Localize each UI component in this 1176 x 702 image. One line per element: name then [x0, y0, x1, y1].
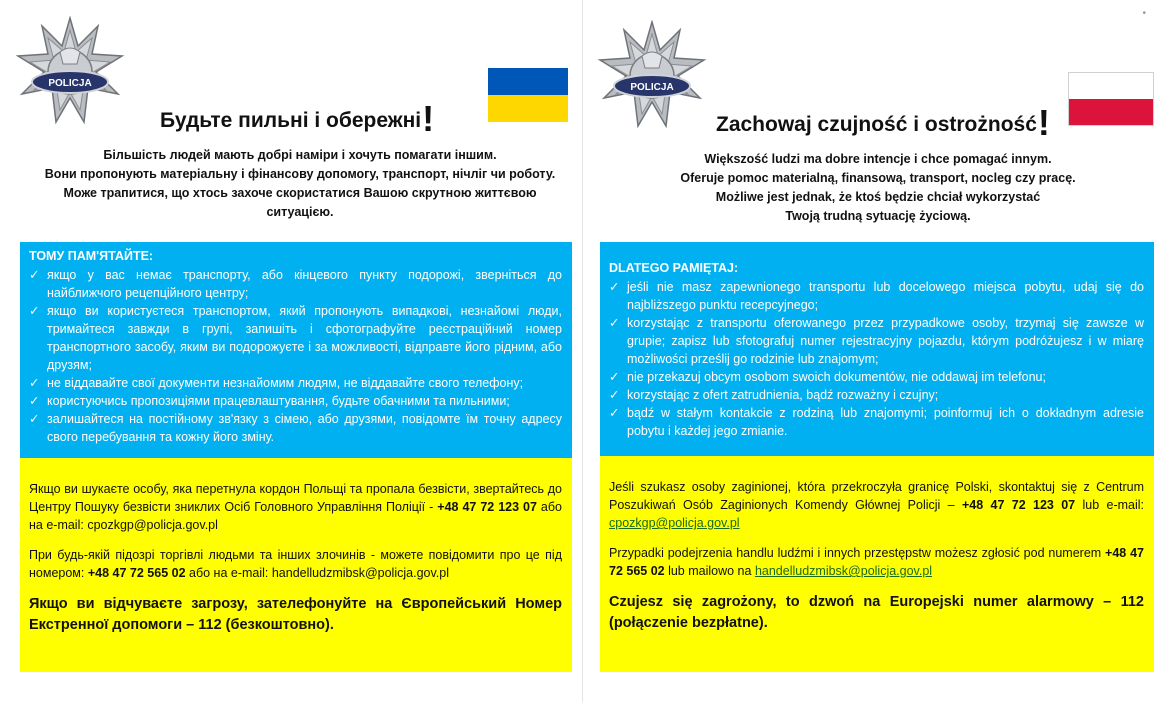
- intro-line: Більшість людей мають добрі наміри і хочуть помагати іншим.: [103, 148, 497, 162]
- search-phone[interactable]: +48 47 72 123 07: [961, 498, 1076, 512]
- intro-line: Twoją trudną sytuację życiową.: [785, 209, 971, 223]
- list-item-text: залишайтеся на постійному зв'язку з сімею, або друзями, повідомте їм точну адресу свого перебування та кожну його зміну.: [47, 412, 562, 444]
- intro-line: Większość ludzi ma dobre intencje i chce pomagać innym.: [704, 152, 1052, 166]
- check-icon: ✓: [29, 376, 40, 390]
- list-item-text: nie przekazuj obcym osobom swoich dokumentów, nie oddawaj im telefonu;: [627, 370, 1046, 384]
- check-icon: ✓: [609, 280, 620, 294]
- intro-text: [628, 150, 1128, 226]
- list-item-text: jeśli nie masz zapewnionego transportu lub docelowego miejsca pobytu, udaj się do najbliższego punktu recepcyjnego;: [627, 280, 1144, 312]
- check-icon: ✓: [609, 406, 620, 420]
- column-divider: [582, 0, 583, 702]
- search-email-link[interactable]: cpozkgp@policja.gov.pl: [609, 516, 740, 530]
- traffic-email[interactable]: handelludzmibsk@policja.gov.pl: [271, 566, 449, 580]
- flag-stripe-blue: [488, 68, 568, 95]
- check-icon: ✓: [29, 304, 40, 318]
- police-star-icon: [14, 16, 126, 126]
- traffic-paragraph: [609, 544, 1144, 580]
- intro-line: Вони пропонують матеріальну і фінансову допомогу, транспорт, нічліг чи роботу.: [44, 167, 556, 181]
- contact-panel: [600, 456, 1154, 672]
- check-icon: ✓: [609, 388, 620, 402]
- contact-panel: [20, 458, 572, 672]
- check-icon: ✓: [29, 412, 40, 426]
- list-item: [609, 404, 1144, 440]
- check-icon: ✓: [29, 394, 40, 408]
- poland-flag: [1068, 72, 1154, 126]
- search-text: Якщо ви шукаєте особу, яка перетнула кордон Польщі та пропала безвісти, звертайтесь до Центру Пошуку безвісти зниклих Осіб Головного Управління Поліції -: [29, 482, 562, 514]
- title-exclamation: !: [422, 98, 435, 139]
- list-item: [29, 266, 562, 302]
- logo-text: POLICJA: [630, 82, 674, 93]
- page-title: [716, 98, 1050, 143]
- logo-text: POLICJA: [48, 78, 92, 89]
- list-item: [609, 278, 1144, 314]
- traffic-text: При будь-якій підозрі торгівлі людьми та інших злочинів - можете повідомити про це під номером:: [29, 548, 562, 580]
- ukrainian-column: [0, 0, 580, 702]
- search-phone[interactable]: +48 47 72 123 07: [437, 500, 537, 514]
- check-icon: ✓: [609, 316, 620, 330]
- police-logo: [596, 20, 708, 130]
- traffic-paragraph: [29, 546, 562, 582]
- list-item: [29, 302, 562, 374]
- search-paragraph: [29, 480, 562, 534]
- flag-stripe-yellow: [488, 95, 568, 122]
- check-icon: ✓: [609, 370, 620, 384]
- traffic-phone[interactable]: +48 47 72 565 02: [609, 546, 1144, 578]
- search-text: Jeśli szukasz osoby zaginionej, która przekroczyła granicę Polski, skontaktuj się z Centrum Poszukiwań Osób Zaginionych Komendy Głównej Policji –: [609, 480, 1144, 512]
- traffic-text: Przypadki podejrzenia handlu ludźmi i innych przestępstw możesz zgłosić pod numerem: [609, 546, 1106, 560]
- list-item-text: якщо ви користуєтеся транспортом, який пропонують випадкові, незнайомі люди, тримайтеся завжди в групі, запишіть і сфотографуйте реєстраційний номер транспортного засобу, яким ви подорожуєте і за можливості, відправте його рідним, або друзям;: [47, 304, 562, 372]
- list-item-text: korzystając z transportu oferowanego przez przypadkowe osoby, trzymaj się zawsze w grupie; zapisz lub sfotografuj numer rejestracyjny pojazdu, którym podróżujesz i w miarę możliwości prześlij go rodzinie lub znajomym;: [627, 316, 1144, 366]
- advice-list: [609, 278, 1144, 440]
- list-item: [29, 410, 562, 446]
- search-email[interactable]: cpozkgp@policja.gov.pl: [87, 518, 218, 532]
- remember-heading: DLATEGO PAMIĘTAJ:: [609, 261, 739, 275]
- decorative-mark: •: [1142, 8, 1146, 19]
- intro-line: Може трапитися, що хтось захоче скористатися Вашою скрутною життєвою: [63, 186, 537, 200]
- traffic-mid: lub mailowo na: [664, 564, 755, 578]
- title-text: Zachowaj czujność i ostrożność: [716, 113, 1037, 136]
- emergency-notice: Якщо ви відчуваєте загрозу, зателефонуйте на Європейський Номер Екстренної допомоги – 112 (безкоштовно).: [29, 596, 562, 633]
- list-item-text: не віддавайте свої документи незнайомим людям, не віддавайте свого телефону;: [47, 376, 524, 390]
- check-icon: ✓: [29, 268, 40, 282]
- list-item-text: bądź w stałym kontakcie z rodziną lub znajomymi; poinformuj ich o dokładnym adresie pobytu i każdej jego zmianie.: [627, 406, 1144, 438]
- title-exclamation: !: [1037, 102, 1050, 143]
- police-logo: [14, 16, 126, 126]
- search-mid: lub e-mail:: [1075, 498, 1145, 512]
- page-title: [160, 94, 435, 139]
- emergency-notice: Czujesz się zagrożony, to dzwoń na Europejski numer alarmowy – 112 (połączenie bezpłatne).: [609, 594, 1144, 631]
- list-item: [29, 392, 562, 410]
- traffic-email-link[interactable]: handelludzmibsk@policja.gov.pl: [754, 564, 933, 578]
- remember-heading: ТОМУ ПАМ'ЯТАЙТЕ:: [29, 249, 154, 263]
- intro-text: [40, 146, 560, 222]
- list-item: [609, 314, 1144, 368]
- search-mid: або на e-mail:: [29, 500, 562, 532]
- title-text: Будьте пильні і обережні: [160, 109, 422, 132]
- list-item-text: користуючись пропозиціями працевлаштування, будьте обачними та пильними;: [47, 394, 510, 408]
- police-star-icon: [596, 20, 708, 130]
- remember-panel: [600, 242, 1154, 456]
- list-item: [609, 368, 1144, 386]
- intro-line: Możliwe jest jednak, że ktoś będzie chciał wykorzystać: [715, 190, 1041, 204]
- list-item: [609, 386, 1144, 404]
- flag-stripe-red: [1069, 99, 1153, 125]
- list-item-text: якщо у вас немає транспорту, або кінцевого пункту подорожі, зверніться до найближчого рецепційного центру;: [47, 268, 562, 300]
- flag-stripe-white: [1069, 73, 1153, 99]
- search-paragraph: [609, 478, 1144, 532]
- traffic-phone[interactable]: +48 47 72 565 02: [87, 566, 186, 580]
- advice-list: [29, 266, 562, 446]
- list-item-text: korzystając z ofert zatrudnienia, bądź rozważny i czujny;: [627, 388, 939, 402]
- traffic-mid: або на e-mail:: [185, 566, 272, 580]
- ukraine-flag: [488, 68, 568, 122]
- intro-line: ситуацією.: [266, 205, 334, 219]
- intro-line: Oferuje pomoc materialną, finansową, transport, nocleg czy pracę.: [680, 171, 1076, 185]
- polish-column: [588, 0, 1168, 702]
- remember-panel: [20, 242, 572, 458]
- list-item: [29, 374, 562, 392]
